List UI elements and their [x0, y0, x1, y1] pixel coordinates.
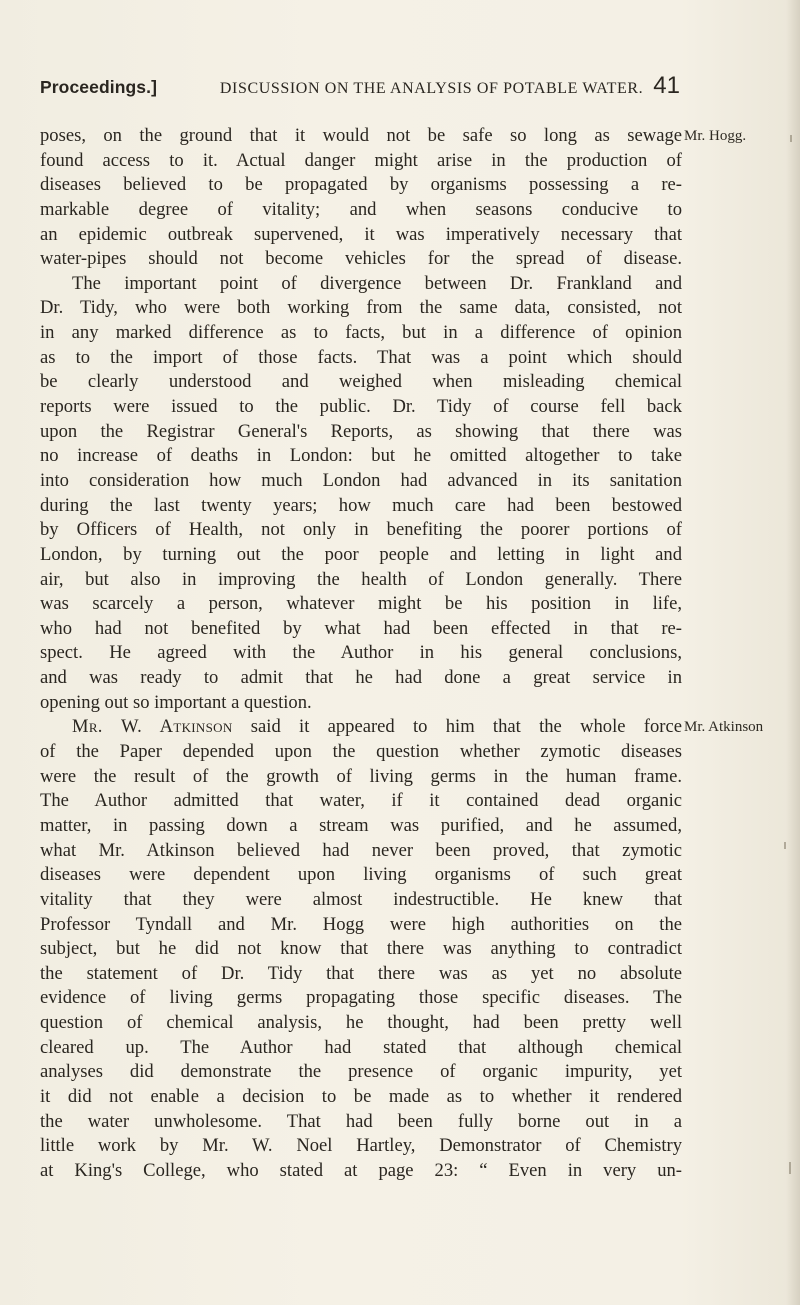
text-line: found access to it. Actual danger might arise in the production of	[40, 149, 682, 171]
text-line: water-pipes should not become vehicles for the spread of disease.	[40, 248, 682, 270]
text-line: poses, on the ground that it would not be safe so long as sewage	[40, 125, 682, 146]
text-line: as to the import of those facts. That was a point which should	[40, 346, 682, 368]
text-line: no increase of deaths in London: but he omitted altogether to take	[40, 445, 682, 467]
text-line: evidence of living germs propagating those specific diseases. The	[40, 987, 682, 1009]
margin-note-atkinson: Mr. Atkinson	[684, 719, 764, 735]
text-line: into consideration how much London had advanced in its sanitation	[40, 469, 682, 491]
text-line: spect. He agreed with the Author in his general conclusions,	[40, 642, 682, 664]
text-line: air, but also in improving the health of London generally. There	[40, 568, 682, 590]
paper-speck	[790, 135, 792, 142]
text-line: subject, but he did not know that there was anything to contradict	[40, 938, 682, 960]
text-line: who had not benefited by what had been effected in that re-	[40, 617, 682, 639]
text-line: reports were issued to the public. Dr. Tidy of course fell back	[40, 396, 682, 418]
text-line: at King's College, who stated at page 23: “ Even in very un-	[40, 1159, 682, 1181]
text-line: upon the Registrar General's Reports, as showing that there was	[40, 420, 682, 442]
margin-note-hogg: Mr. Hogg.	[684, 128, 747, 144]
text-line: of the Paper depended upon the question whether zymotic diseases	[40, 741, 682, 763]
text-line: Professor Tyndall and Mr. Hogg were high authorities on the	[40, 913, 682, 935]
header-proceedings: Proceedings.]	[40, 77, 158, 97]
text-line: little work by Mr. W. Noel Hartley, Demonstrator of Chemistry	[40, 1135, 682, 1157]
text-line: The important point of divergence between Dr. Frankland and	[72, 272, 682, 294]
paper-speck	[784, 842, 786, 849]
text-line: London, by turning out the poor people and letting in light and	[40, 543, 682, 565]
speaker-line-text: said it appeared to him that the whole force	[250, 716, 682, 738]
text-line: were the result of the growth of living germs in the human frame.	[40, 765, 682, 787]
text-line: the statement of Dr. Tidy that there was as yet no absolute	[40, 962, 682, 984]
text-line: The Author admitted that water, if it contained dead organic	[40, 790, 682, 812]
text-line: opening out so important a question.	[40, 691, 312, 713]
text-line: diseases were dependent upon living organisms of such great	[40, 864, 682, 886]
text-line: matter, in passing down a stream was purified, and he assumed,	[40, 814, 682, 836]
page-number: 41	[653, 72, 680, 99]
running-header	[40, 72, 680, 106]
page-edge-shadow	[786, 0, 800, 1305]
text-line: during the last twenty years; how much care had been bestowed	[40, 494, 682, 516]
header-title: DISCUSSION ON THE ANALYSIS OF POTABLE WATER.	[219, 80, 644, 97]
text-line: in any marked difference as to facts, but in a difference of opinion	[40, 322, 682, 344]
text-line: diseases believed to be propagated by organisms possessing a re-	[40, 174, 682, 196]
text-line: vitality that they were almost indestructible. He knew that	[40, 888, 682, 910]
text-line: the water unwholesome. That had been fully borne out in a	[40, 1110, 682, 1132]
text-line: be clearly understood and weighed when misleading chemical	[40, 371, 682, 393]
text-line: question of chemical analysis, he thought, had been pretty well	[40, 1012, 682, 1034]
text-line: what Mr. Atkinson believed had never been proved, that zymotic	[40, 839, 682, 861]
text-line: markable degree of vitality; and when seasons conducive to	[40, 198, 682, 220]
header-right	[220, 72, 680, 100]
text-line: cleared up. The Author had stated that although chemical	[40, 1036, 682, 1058]
text-line: an epidemic outbreak supervened, it was imperatively necessary that	[40, 223, 682, 245]
text-line: was scarcely a person, whatever might be his position in life,	[40, 593, 682, 615]
text-line: it did not enable a decision to be made as to whether it rendered	[40, 1085, 682, 1107]
text-line: and was ready to admit that he had done a great service in	[40, 667, 682, 689]
text-line: by Officers of Health, not only in benefiting the poorer portions of	[40, 519, 682, 541]
paper-speck	[789, 1162, 791, 1174]
text-line: analyses did demonstrate the presence of organic impurity, yet	[40, 1061, 682, 1083]
body-text	[40, 124, 682, 1184]
text-line-speaker	[40, 715, 682, 740]
speaker-name: Mr. W. Atkinson	[72, 716, 233, 738]
text-line: Dr. Tidy, who were both working from the same data, consisted, not	[40, 297, 682, 319]
